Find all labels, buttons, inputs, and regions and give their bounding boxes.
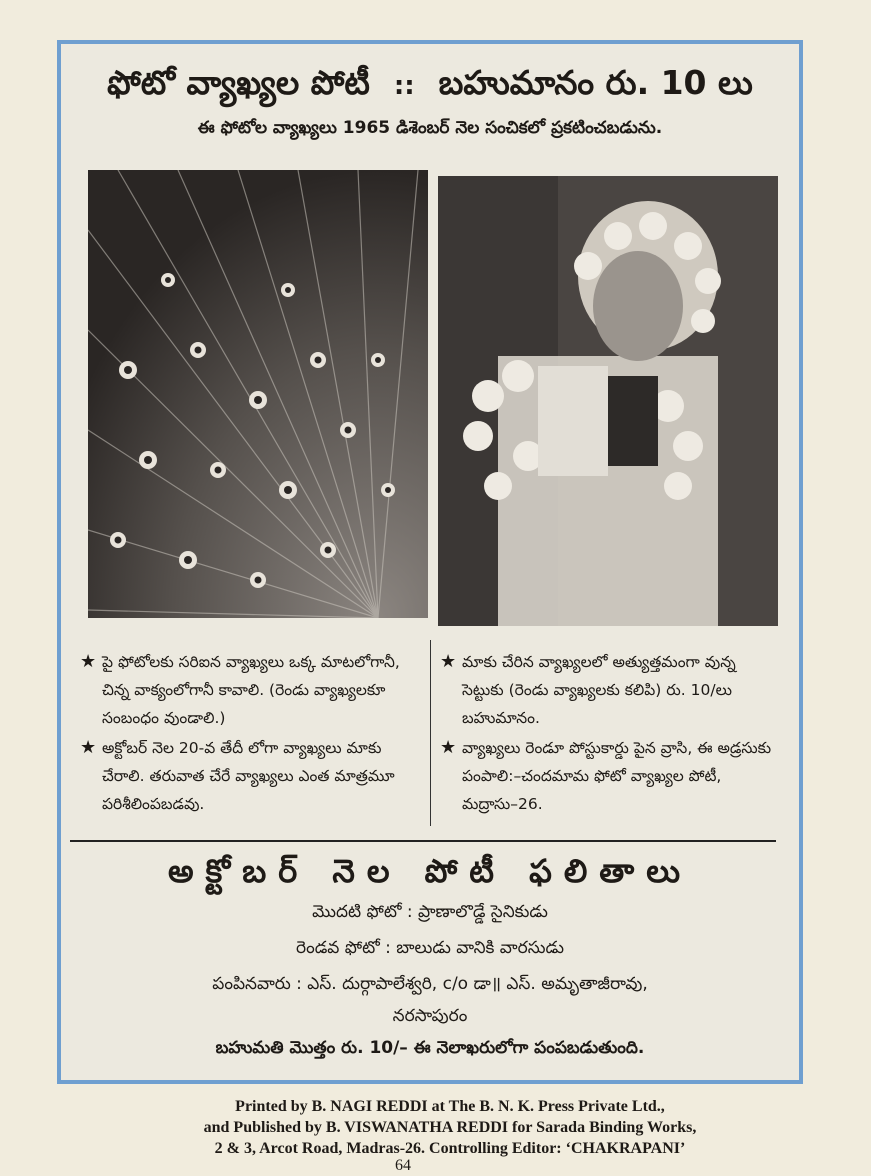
page-number: 64 xyxy=(395,1157,411,1174)
rule-text: పై ఫోటోలకు సరిఐన వ్యాఖ్యలు ఒక్క మాటలోగానీ, చిన్న వాక్యంలోగానీ కావాలి. (రెండు వ్యాఖ్యలకూ సంబంధం వుండాలి.) xyxy=(102,653,400,727)
column-divider xyxy=(430,640,431,826)
section-divider xyxy=(70,840,776,842)
imprint-line-3: 2 & 3, Arcot Road, Madras-26. Controlling Editor: ‘CHAKRAPANI’ xyxy=(214,1140,686,1157)
title-right: బహుమానం రు. 10 లు xyxy=(438,62,753,102)
rules-right-column xyxy=(440,648,780,820)
rule-text: మాకు చేరిన వ్యాఖ్యలలో అత్యుత్తమంగా వున్న సెట్టుకు (రెండు వ్యాఖ్యలకు కలిపి) రు. 10/లు బహుమానం. xyxy=(462,653,736,727)
rules-left-column xyxy=(80,648,420,820)
peacock-photo xyxy=(88,170,428,618)
peacock-image xyxy=(88,170,428,618)
title-left: ఫోటో వ్యాఖ్యల పోటీ xyxy=(107,62,370,102)
star-icon: ★ xyxy=(440,651,457,672)
second-photo-result: రెండవ ఫోటో : బాలుడు వానికి వారసుడు xyxy=(296,938,564,958)
star-icon: ★ xyxy=(80,737,97,758)
prize-line: బహుమతి మొత్తం రు. 10/– ఈ నెలాఖరులోగా పంపబడుతుంది. xyxy=(215,1038,645,1058)
star-icon: ★ xyxy=(440,737,457,758)
star-icon: ★ xyxy=(80,651,97,672)
rule-item xyxy=(80,734,420,818)
child-garland-photo xyxy=(438,176,778,626)
results-title: అక్టోబర్ నెల పోటీ ఫలితాలు xyxy=(167,852,693,890)
sender-place: నరసాపురం xyxy=(392,1006,468,1026)
rule-item xyxy=(440,734,780,818)
page-title xyxy=(70,64,790,108)
child-garland-image xyxy=(438,176,778,626)
sender-line: పంపినవారు : ఎస్. దుర్గాపాలేశ్వరి, c/o డా॥ ఎస్. అమృతాజీరావు, xyxy=(212,974,648,994)
title-separator: :: xyxy=(393,71,415,101)
rule-item xyxy=(440,648,780,732)
rule-item xyxy=(80,648,420,732)
first-photo-result: మొదటి ఫోటో : ప్రాణాలొడ్డే సైనికుడు xyxy=(312,902,548,922)
rule-text: వ్యాఖ్యలు రెండూ పోస్టుకార్డు పైన వ్రాసి, ఈ అడ్రసుకు పంపాలి:–చందమామ ఫోటో వ్యాఖ్యల పోటీ, మద్రాసు–26. xyxy=(462,739,772,813)
imprint-line-2: and Published by B. VISWANATHA REDDI for Sarada Binding Works, xyxy=(203,1119,697,1136)
imprint-line-1: Printed by B. NAGI REDDI at The B. N. K. Press Private Ltd., xyxy=(235,1098,665,1115)
page-subtitle: ఈ ఫోటోల వ్యాఖ్యలు 1965 డిశెంబర్ నెల సంచికలో ప్రకటించబడును. xyxy=(197,118,663,138)
imprint-footer xyxy=(100,1096,800,1159)
rule-text: అక్టోబర్ నెల 20-వ తేదీ లోగా వ్యాఖ్యలు మాకు చేరాలి. తరువాత చేరే వ్యాఖ్యలు ఎంత మాత్రమూ పరిశీలింపబడవు. xyxy=(102,739,395,813)
